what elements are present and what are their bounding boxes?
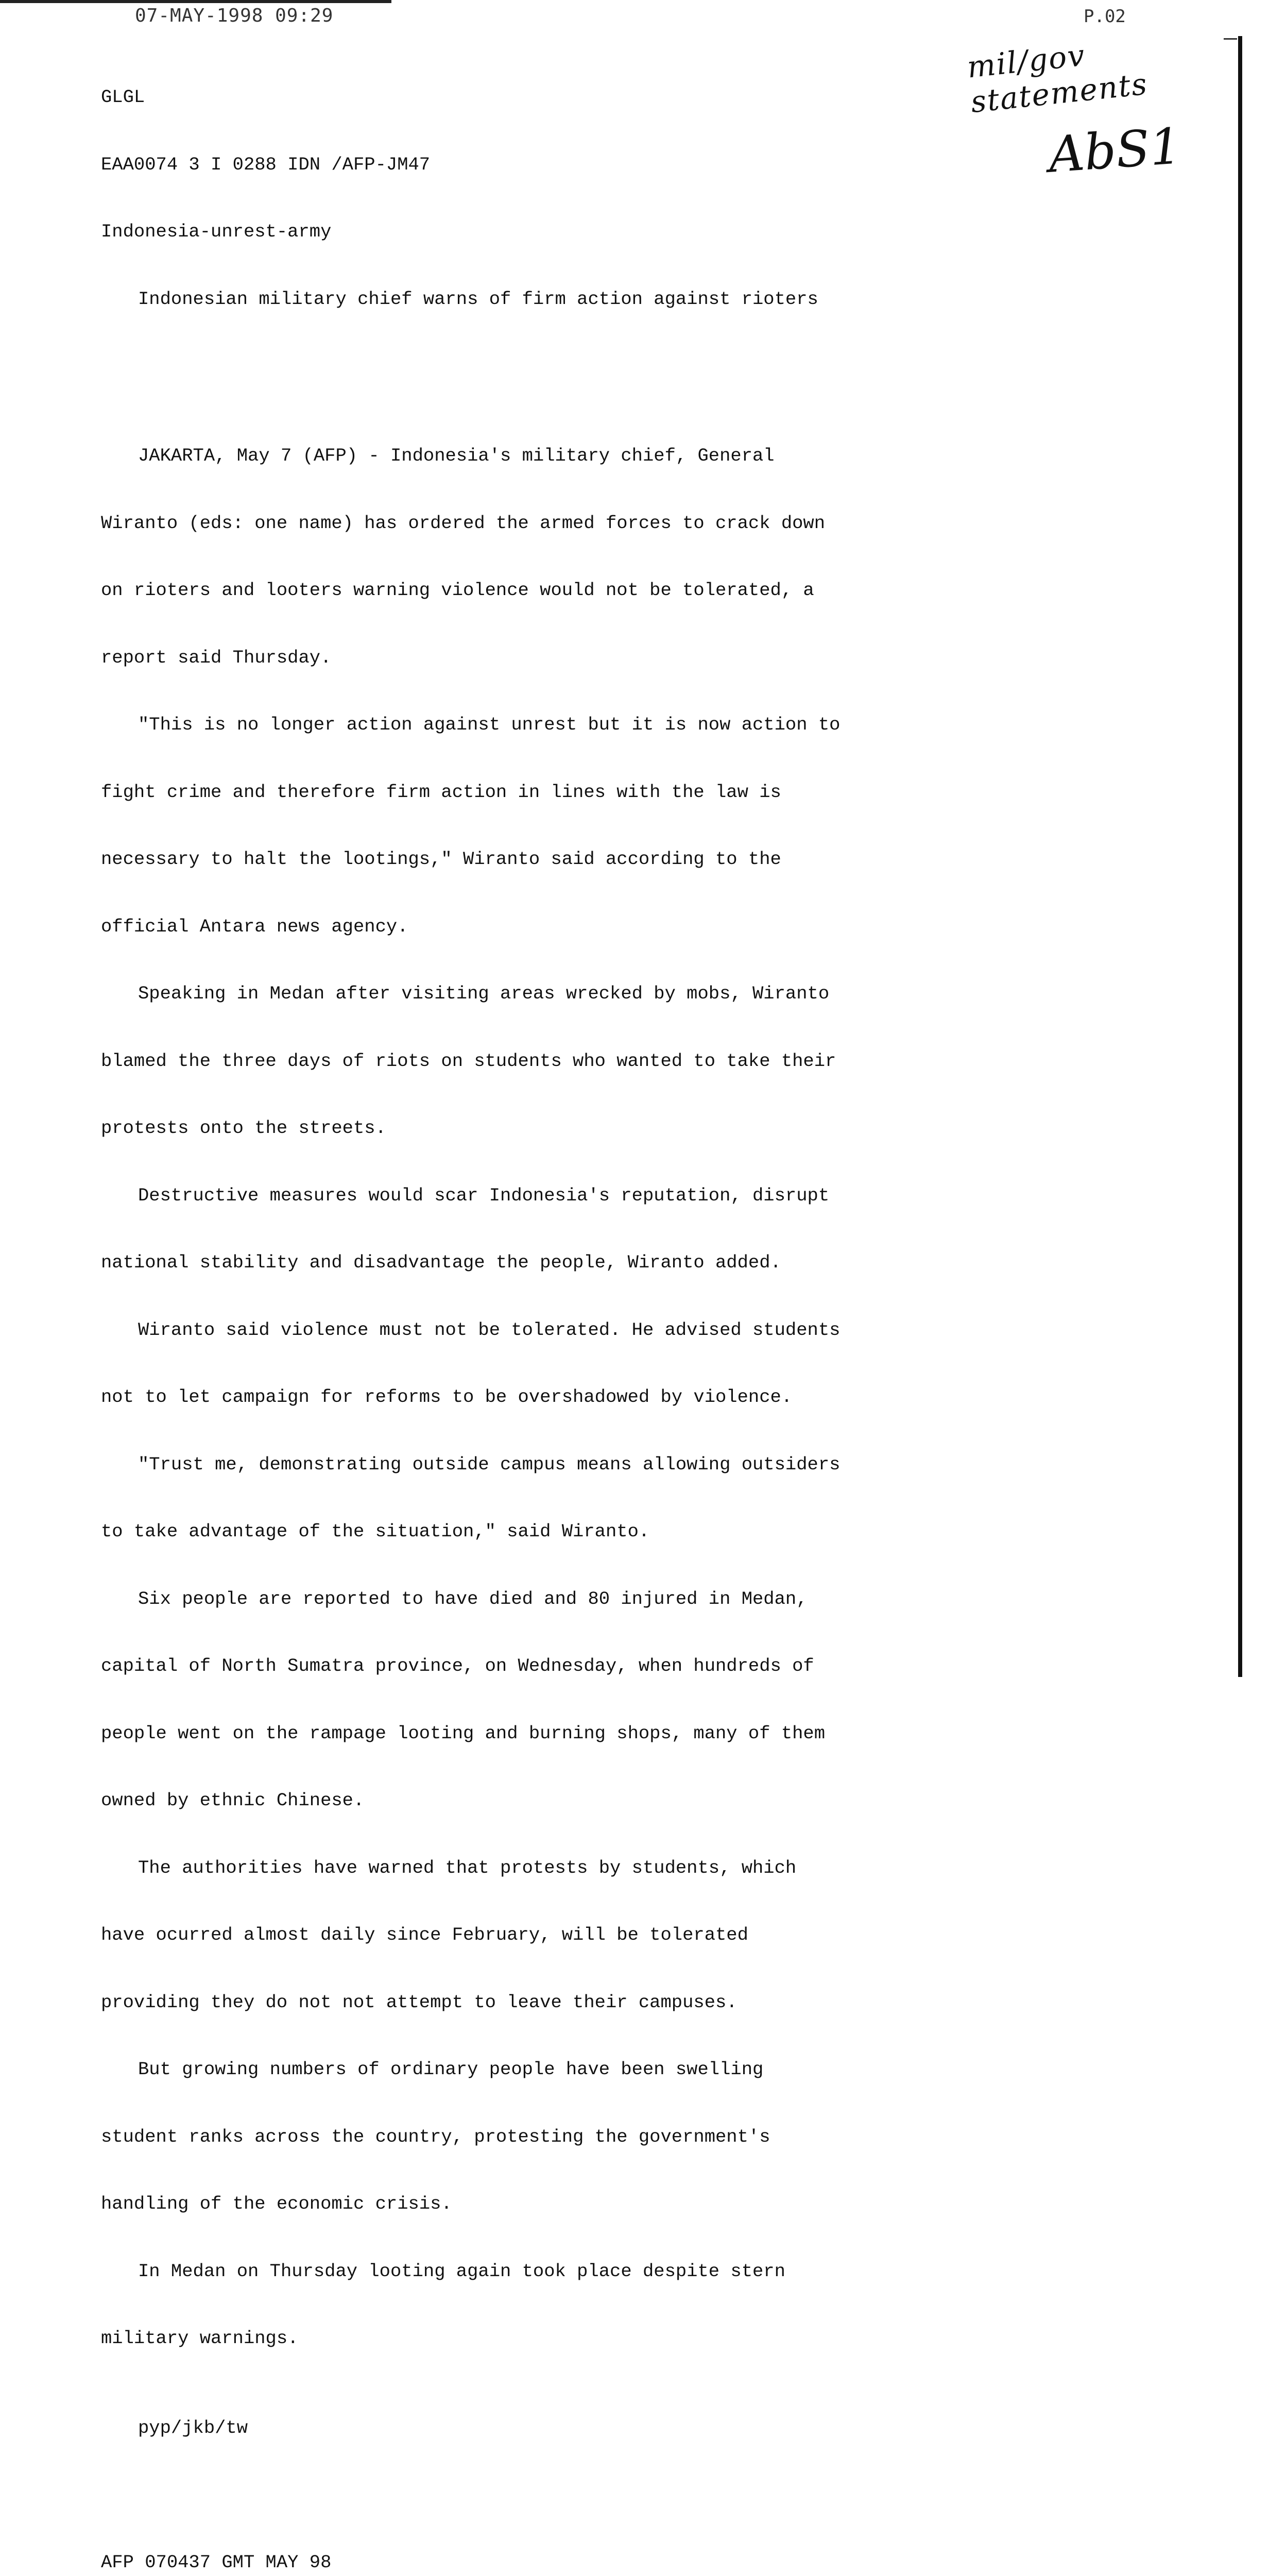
body-line: "This is no longer action against unrest but it is now action to	[138, 714, 841, 735]
desk-code: GLGL	[101, 87, 145, 108]
transmission-footer: AFP 070437 GMT MAY 98	[101, 2552, 332, 2573]
slug-code: EAA0074 3 I 0288 IDN /AFP-JM47	[101, 154, 431, 175]
body-line: have ocurred almost daily since February, will be tolerated	[101, 1924, 748, 1945]
body-line: student ranks across the country, protesting the government's	[101, 2126, 770, 2147]
right-margin-rule	[1238, 36, 1242, 1677]
body-line: Speaking in Medan after visiting areas wrecked by mobs, Wiranto	[138, 983, 830, 1004]
body-line: not to let campaign for reforms to be overshadowed by violence.	[101, 1386, 793, 1408]
body-line: JAKARTA, May 7 (AFP) - Indonesia's military chief, General	[138, 445, 775, 466]
body-line: Wiranto (eds: one name) has ordered the armed forces to crack down	[101, 512, 826, 534]
handwritten-note-topic: mil/gov statements	[965, 37, 1150, 120]
body-line: report said Thursday.	[101, 647, 332, 668]
body-line: capital of North Sumatra province, on Wednesday, when hundreds of	[101, 1655, 814, 1676]
body-line: handling of the economic crisis.	[101, 2193, 452, 2214]
body-line: to take advantage of the situation," said Wiranto.	[101, 1521, 650, 1542]
body-line: owned by ethnic Chinese.	[101, 1790, 365, 1811]
spacer	[101, 355, 946, 378]
body-line: In Medan on Thursday looting again took place despite stern	[138, 2260, 785, 2282]
body-line: Destructive measures would scar Indonesia's reputation, disrupt	[138, 1184, 830, 1206]
body-line: providing they do not not attempt to leave their campuses.	[101, 1991, 738, 2013]
fax-datetime: 07-MAY-1998 09:29	[135, 5, 334, 26]
body-line: national stability and disadvantage the people, Wiranto added.	[101, 1252, 781, 1273]
signoff: pyp/jkb/tw	[138, 2417, 248, 2438]
body-line: fight crime and therefore firm action in lines with the law is	[101, 781, 781, 803]
body-line: protests onto the streets.	[101, 1117, 386, 1139]
keywords: Indonesia-unrest-army	[101, 221, 332, 242]
body-line: "Trust me, demonstrating outside campus means allowing outsiders	[138, 1453, 841, 1475]
body-line: blamed the three days of riots on students who wanted to take their	[101, 1050, 836, 1072]
body-line: on rioters and looters warning violence would not be tolerated, a	[101, 580, 814, 601]
headline: Indonesian military chief warns of firm action against rioters	[138, 288, 818, 310]
handwritten-note-code: AbS1	[1047, 117, 1184, 184]
body-line: But growing numbers of ordinary people have been swelling	[138, 2059, 764, 2080]
fax-top-rule	[0, 0, 391, 3]
body-line: military warnings.	[101, 2328, 299, 2349]
body-line: official Antara news agency.	[101, 916, 408, 937]
body-line: Wiranto said violence must not be tolerated. He advised students	[138, 1319, 841, 1341]
body-line: Six people are reported to have died and 80 injured in Medan,	[138, 1588, 808, 1609]
wire-story	[101, 41, 946, 2576]
body-line: people went on the rampage looting and burning shops, many of them	[101, 1722, 826, 1744]
body-line: necessary to halt the lootings," Wiranto said according to the	[101, 849, 781, 870]
spacer	[101, 2484, 946, 2507]
fax-page-number: P.02	[1084, 6, 1126, 27]
body-line: The authorities have warned that protests by students, which	[138, 1857, 797, 1878]
